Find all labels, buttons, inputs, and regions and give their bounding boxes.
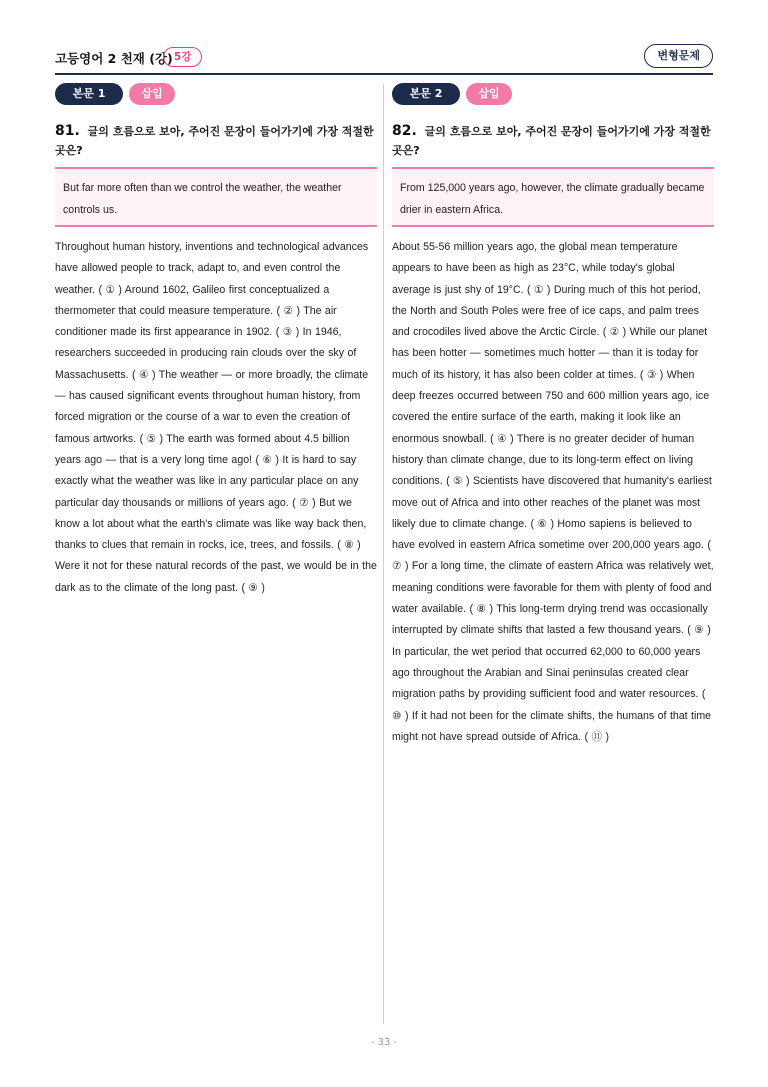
header-rule xyxy=(55,73,713,75)
question-prompt xyxy=(392,122,714,160)
question-type-pill: 삽입 xyxy=(129,83,175,105)
passage-label-pill: 본문 2 xyxy=(392,83,460,105)
question-text: 글의 흐름으로 보아, 주어진 문장이 들어가기에 가장 적절한 곳은? xyxy=(55,125,374,157)
given-sentence: From 125,000 years ago, however, the climate gradually became drier in eastern Africa. xyxy=(400,182,705,216)
given-sentence: But far more often than we control the weather, the weather controls us. xyxy=(63,182,342,216)
question-tags xyxy=(392,83,714,105)
right-column xyxy=(392,83,714,748)
question-text: 글의 흐름으로 보아, 주어진 문장이 들어가기에 가장 적절한 곳은? xyxy=(392,125,711,157)
workbook-title: 고등영어 2 천재 (강) xyxy=(55,51,173,66)
question-tags xyxy=(55,83,377,105)
question-number: 81. xyxy=(55,123,80,139)
page-number: - 33 - xyxy=(370,1037,398,1048)
passage-text: Throughout human history, inventions and technological advances have allowed people to track, adapt to, and even control the weather. ( ① ) Around 1602, Galileo first conceptualized a thermometer that could measure temperature. ( ② ) The air conditioner made its first appearance in 1902. ( ③ ) In 1946, researchers succeeded in producing rain clouds over the sky of Massachusetts. ( ④ ) The weather — or more broadly, the climate — has caused significant events throughout human history, from forced migration or the course of a war to even the creation of famous artworks. ( ⑤ ) The earth was formed about 4.5 billion years ago — that is a very long time ago! ( ⑥ ) It is hard to say exactly what the weather was like in any particular place on any particular day thousands or millions of years ago. ( ⑦ ) But we know a lot about what the earth's climate was like way back then, thanks to clues that remain in rocks, ice, trees, and fossils. ( ⑧ ) Were it not for these natural records of the past, we would be in the dark as to the climate of the long past. ( ⑨ ) xyxy=(55,241,377,594)
question-type-pill: 삽입 xyxy=(466,83,512,105)
question-prompt xyxy=(55,122,377,160)
page-header xyxy=(55,44,713,72)
given-sentence-box xyxy=(392,167,714,227)
column-divider xyxy=(383,84,384,1024)
lesson-badge: 5강 xyxy=(163,47,202,67)
left-column xyxy=(55,83,377,599)
given-sentence-box xyxy=(55,167,377,227)
passage-label-pill: 본문 1 xyxy=(55,83,123,105)
question-number: 82. xyxy=(392,123,417,139)
question-type-badge: 변형문제 xyxy=(644,44,713,68)
passage-text: About 55-56 million years ago, the global mean temperature appears to have been as high as 23°C, while today's global average is just shy of 19°C. ( ① ) During much of this hot period, the North and South Poles were free of ice caps, and palm trees and crocodiles lived above the Arctic Circle. ( ② ) While our planet has been hotter — sometimes much hotter — than it is today for much of its history, it has also been colder at times. ( ③ ) When deep freezes occurred between 750 and 600 million years ago, ice covered the entire surface of the earth, making it look like an enormous snowball. ( ④ ) There is no greater decider of human history than climate change, due to its long-term effect on living conditions. ( ⑤ ) Scientists have discovered that humanity's earliest move out of Africa and into other reaches of the planet was most likely due to climate change. ( ⑥ ) Homo sapiens is believed to have evolved in eastern Africa sometime over 200,000 years ago. ( ⑦ ) For a long time, the climate of eastern Africa was relatively wet, meaning conditions were favorable for them with plenty of food and water available. ( ⑧ ) This long-term drying trend was occasionally interrupted by climate shifts that lasted a few thousand years. ( ⑨ ) In particular, the wet period that occurred 62,000 to 60,000 years ago throughout the Arabian and Sinai peninsulas created clear migration paths by providing sufficient food and water resources. ( ⑩ ) If it had not been for the climate shifts, the humans of that time might not have spread outside of Africa. ( ⑪ ) xyxy=(392,241,714,743)
